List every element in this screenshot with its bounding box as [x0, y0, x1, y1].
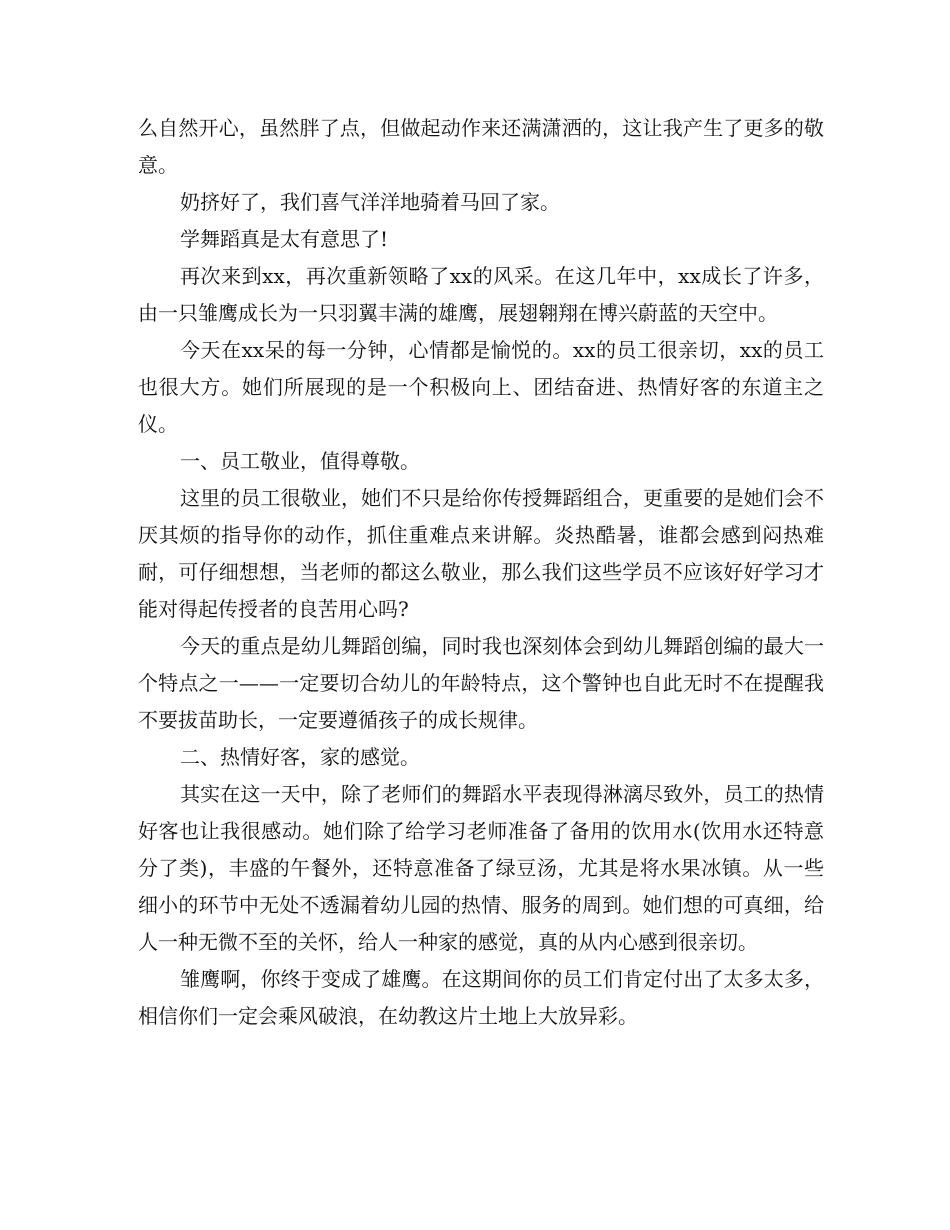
section-heading-2: 二、热情好客，家的感觉。: [180, 745, 420, 769]
paragraph-9: 雏鹰啊，你终于变成了雄鹰。在这期间你的员工们肯定付出了太多太多，相信你们一定会乘风破浪，在幼教这片土地上大放异彩。: [138, 967, 824, 1028]
paragraph-3: 学舞蹈真是太有意思了!: [180, 227, 389, 251]
document-body: [138, 110, 824, 1035]
paragraph-7: 今天的重点是幼儿舞蹈创编，同时我也深刻体会到幼儿舞蹈创编的最大一个特点之一——一定要切合幼儿的年龄特点，这个警钟也自此无时不在提醒我不要拔苗助长，一定要遵循孩子的成长规律。: [138, 634, 824, 732]
paragraph-4: 再次来到xx，再次重新领略了xx的风采。在这几年中，xx成长了许多，由一只雏鹰成长为一只羽翼丰满的雄鹰，展翅翱翔在博兴蔚蓝的天空中。: [138, 264, 824, 325]
paragraph-1: 么自然开心，虽然胖了点，但做起动作来还满潇洒的，这让我产生了更多的敬意。: [138, 116, 824, 177]
paragraph-2: 奶挤好了，我们喜气洋洋地骑着马回了家。: [180, 190, 560, 214]
paragraph-5: 今天在xx呆的每一分钟，心情都是愉悦的。xx的员工很亲切，xx的员工也很大方。她们所展现的是一个积极向上、团结奋进、热情好客的东道主之仪。: [138, 338, 824, 436]
paragraph-6: 这里的员工很敬业，她们不只是给你传授舞蹈组合，更重要的是她们会不厌其烦的指导你的动作，抓住重难点来讲解。炎热酷暑，谁都会感到闷热难耐，可仔细想想，当老师的都这么敬业，那么我们这些学员不应该好好学习才能对得起传授者的良苦用心吗?: [138, 486, 824, 621]
section-heading-1: 一、员工敬业，值得尊敬。: [180, 449, 420, 473]
paragraph-8: 其实在这一天中，除了老师们的舞蹈水平表现得淋漓尽致外，员工的热情好客也让我很感动。她们除了给学习老师准备了备用的饮用水(饮用水还特意分了类)，丰盛的午餐外，还特意准备了绿豆汤，尤其是将水果冰镇。从一些细小的环节中无处不透漏着幼儿园的热情、服务的周到。她们想的可真细，给人一种无微不至的关怀，给人一种家的感觉，真的从内心感到很亲切。: [138, 782, 824, 954]
